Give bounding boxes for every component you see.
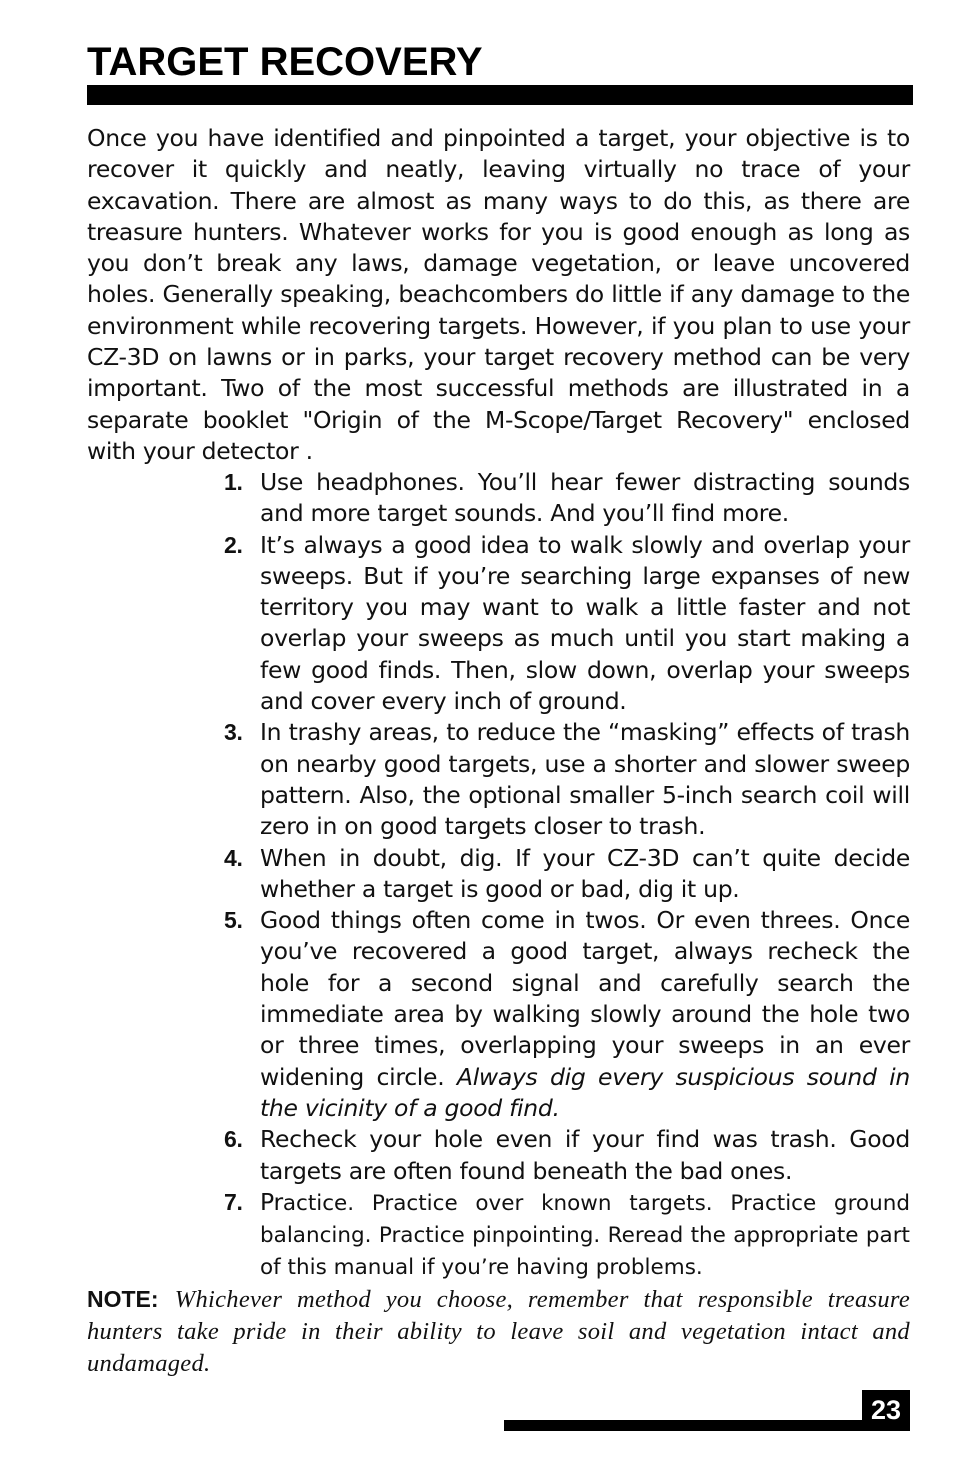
list-item [222,530,910,718]
list-item-lead: Pr [260,1187,283,1216]
list-item-emphasis: Always dig every suspicious sound in the vicinity of a good find. [260,1062,910,1122]
list-item-text [260,1188,910,1281]
list-item-number: 7. [224,1188,243,1215]
list-item-text [260,906,910,1122]
list-item-number: 6. [224,1126,243,1153]
list-item [222,843,910,906]
list-item-text: When in doubt, dig. If your CZ-3D can’t quite decide whether a target is good or bad, dig it up. [260,843,910,903]
list-item-text: In trashy areas, to reduce the “masking” effects of trash on nearby good targets, use a shorter and slower sweep pattern. Also, the optional smaller 5-inch search coil will zero in on good targets closer to trash. [260,718,910,841]
list-item [222,905,910,1124]
list-item [222,717,910,842]
footer-bar [504,1420,910,1431]
list-item-text: Use headphones. You’ll hear fewer distracting sounds and more target sounds. And you’ll find more. [260,468,910,528]
list-item-body: Good things often come in twos. Or even threes. Once you’ve recovered a good target, always recheck the hole for a second signal and carefully search the immediate area by walking slowly around the hole two or three times, overlapping your sweeps in an ever widening circle. [260,906,910,1091]
list-item-number: 3. [224,719,243,746]
list-item [222,467,910,530]
intro-paragraph: Once you have identified and pinpointed a target, your objective is to recover it quickly and neatly, leaving virtually no trace of your excavation. There are almost as many ways to do this, as there are treasure hunters. Whatever works for you is good enough as long as you don’t break any laws, damage vegetation, or leave uncovered holes. Generally speaking, beachcombers do little if any damage to the environment while recovering targets. However, if you plan to use your CZ-3D on lawns or in parks, your target recovery method can be very important. Two of the most successful methods are illustrated in a separate booklet "Origin of the M-Scope/Target Recovery" enclosed with your detector . [87,124,910,465]
title-underline-bar [87,85,913,105]
list-item [222,1124,910,1187]
tips-list [222,467,910,1284]
list-item-number: 2. [224,531,243,558]
note-text: Whichever method you choose, remember that responsible treasure hunters take pride in their ability to leave soil and vegetation intact and undamaged. [87,1286,910,1377]
list-item-number: 5. [224,907,243,934]
page-number: 23 [862,1390,910,1431]
list-item-body: actice. Practice over known targets. Practice ground balancing. Practice pinpointing. Reread the appropriate part of this manual if you’re having problems. [260,1190,910,1281]
list-item-text: It’s always a good idea to walk slowly and overlap your sweeps. But if you’re searching large expanses of new territory you may want to walk a little faster and not overlap your sweeps as much until you start making a few good finds. Then, slow down, overlap your sweeps and cover every inch of ground. [260,530,910,716]
list-item [222,1187,910,1284]
list-item-text: Recheck your hole even if your find was trash. Good targets are often found beneath the bad ones. [260,1125,910,1185]
note-paragraph [87,1283,910,1379]
list-item-number: 1. [224,469,243,495]
list-item-number: 4. [224,844,243,871]
page-title: TARGET RECOVERY [87,40,483,84]
note-label: NOTE: [87,1286,159,1312]
